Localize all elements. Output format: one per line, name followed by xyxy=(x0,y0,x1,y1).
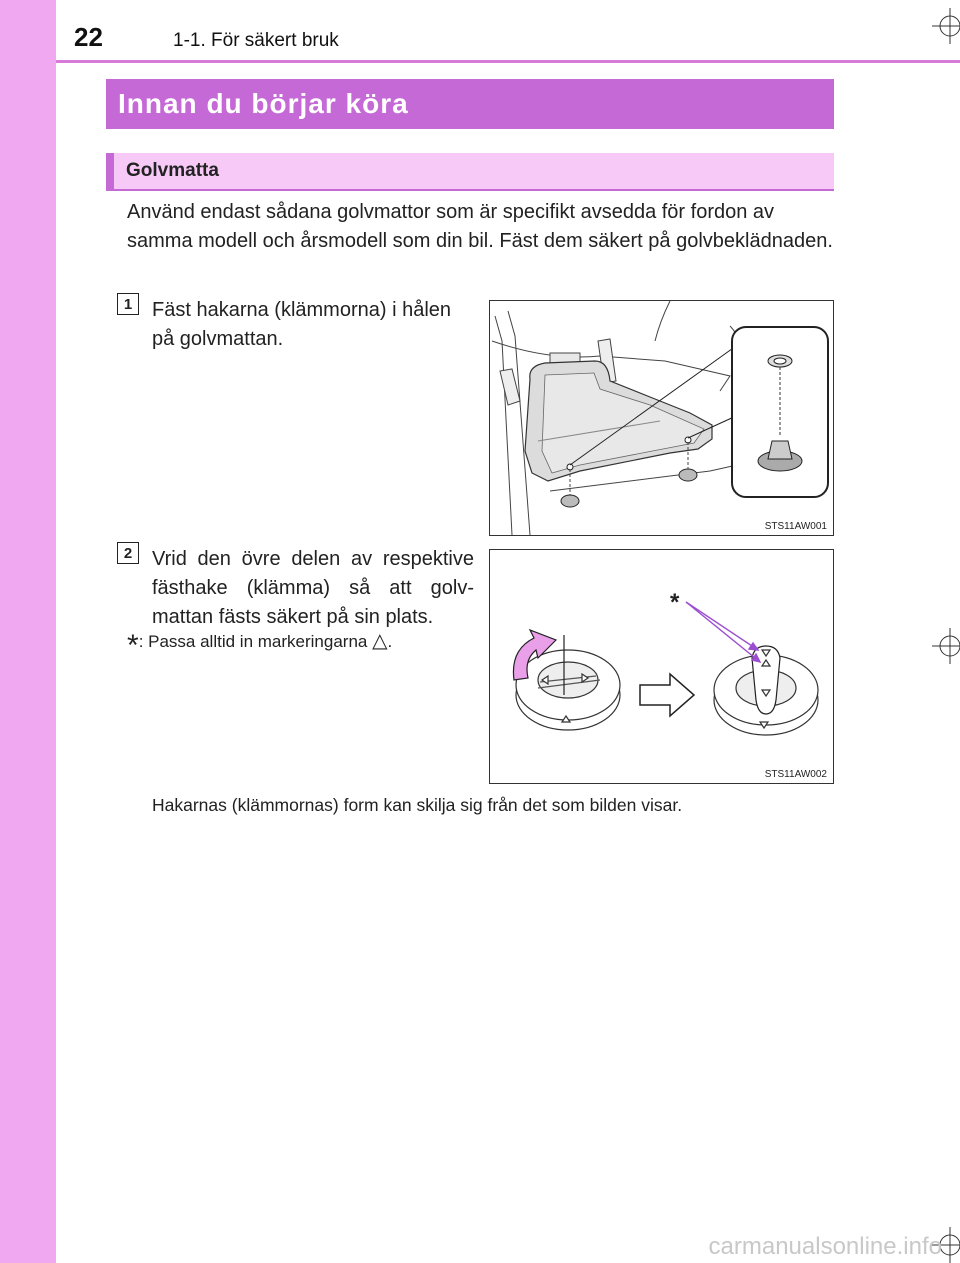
figure-star: * xyxy=(670,589,680,616)
sub-banner-marker xyxy=(106,153,114,189)
chapter-title: 1-1. För säkert bruk xyxy=(173,30,339,51)
clip-rotation-illustration xyxy=(489,549,834,784)
sub-banner xyxy=(106,153,834,191)
registration-mark-top xyxy=(932,8,960,44)
figure-code-1: STS11AW001 xyxy=(764,521,827,532)
registration-mark-middle xyxy=(932,628,960,664)
page-number: 22 xyxy=(74,22,103,52)
step-2-text: Vrid den övre delen av respektive fästhake (klämma) så att golvmattan fästs säkert på sin plats. xyxy=(152,548,474,628)
section-banner xyxy=(106,79,834,129)
note-text: : Passa alltid in markeringarna xyxy=(138,632,368,651)
watermark: carmanualsonline.info xyxy=(708,1233,942,1260)
floor-mat-illustration xyxy=(489,300,834,536)
note-star: * xyxy=(127,629,139,662)
sub-section-title: Golvmatta xyxy=(126,160,219,181)
note xyxy=(127,628,392,663)
step-1-text: Fäst hakarna (klämmorna) i hålen på golvmattan. xyxy=(152,299,452,350)
intro-paragraph: Använd endast sådana golvmattor som är specifikt avsedda för fordon av samma modell och årsmodell som din bil. Fäst dem säkert på golvbeklädnaden. xyxy=(127,201,833,252)
side-bar xyxy=(0,0,56,1263)
header-rule xyxy=(56,60,960,63)
step-number-2: 2 xyxy=(117,542,139,564)
note-suffix: . xyxy=(387,632,393,651)
triangle-mark-icon: △ xyxy=(372,630,388,652)
figure-code-2: STS11AW002 xyxy=(764,769,827,780)
clip-rotation-drawing xyxy=(490,550,833,783)
footnote: Hakarnas (klämmornas) form kan skilja sig från det som bilden visar. xyxy=(152,795,683,815)
section-title: Innan du börjar köra xyxy=(118,88,409,119)
floor-mat-drawing xyxy=(490,301,833,535)
step-number-1: 1 xyxy=(117,293,139,315)
